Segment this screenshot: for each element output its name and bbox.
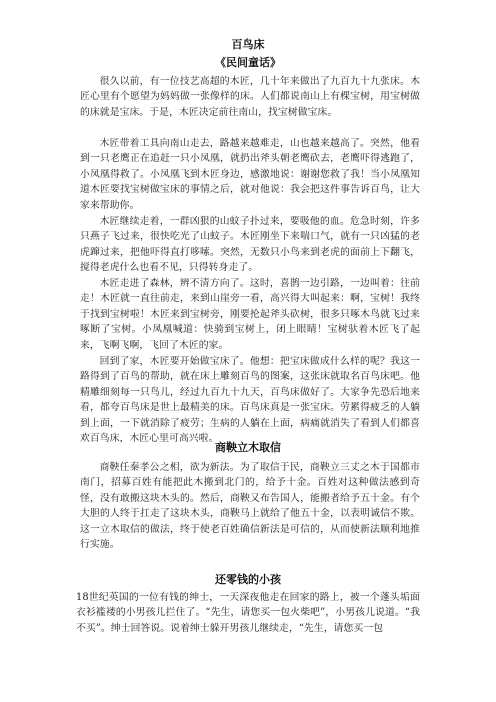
story1-paragraph-2: 木匠带着工具向南山走去，路越来越难走，山也越来越高了。突然，他看到一只老鹰正在追赶一只小凤凰，就扔出斧头朝老鹰砍去，老鹰吓得逃跑了，小凤凰得救了。小凤凰飞到木匠身边，感激地说：谢谢您救了我！当小凤凰知道木匠要找宝树做宝床的事情之后，就对他说：我会把这件事告诉百鸟，让大家来帮助你。 (80, 138, 420, 211)
story1-title: 百鸟床 (231, 38, 265, 51)
story2-paragraph-1: 商鞅任秦孝公之相，欲为新法。为了取信于民，商鞅立三丈之木于国都市南门，招募百姓有能把此木搬到北门的，给予十金。百姓对这种做法感到奇怪，没有敢搬这块木头的。然后，商鞅又布告国人，能搬者给予五十金。有个大胆的人终于扛走了这块木头，商鞅马上就给了他五十金，以表明诚信不欺。这一立木取信的做法，终于使老百姓确信新法是可信的，从而使新法顺利地推行实施。 (80, 462, 420, 551)
story1-subtitle: 《民间童话》 (215, 56, 281, 69)
story3-paragraph-1: 18世纪英国的一位有钱的绅士，一天深夜他走在回家的路上，被一个蓬头垢面衣衫褴褛的小男孩儿拦住了。“先生，请您买一包火柴吧”，小男孩儿说道。“我不买”。绅士回答说。说着绅士躲开男孩儿继续走，“先生，请您买一包 (76, 592, 420, 634)
story3-title: 还零钱的小孩 (215, 573, 281, 586)
story1-paragraph-1: 很久以前，有一位技艺高超的木匠，几十年来做出了九百九十九张床。木匠心里有个愿望为妈妈做一张像样的床。人们都说南山上有棵宝树，用宝树做的床就是宝床。于是，木匠决定前往南山，找宝树做宝床。 (80, 76, 420, 118)
story1-paragraph-5: 回到了家，木匠要开始做宝床了。他想：把宝床做成什么样的呢？我这一路得到了百鸟的帮助，就在床上雕刻百鸟的图案，这张床就取名百鸟床吧。他精雕细刻每一只鸟儿，经过九百九十九天，百鸟床做好了。大家争先恐后地来看，都夸百鸟床是世上最精美的床。百鸟床真是一张宝床。劳累得疲乏的人躺到上面，一下就消除了疲劳；生病的人躺在上面，病痛就消失了看到人们都喜欢百鸟床，木匠心里可高兴啦。 (80, 356, 420, 445)
story1-paragraph-4: 木匠走进了森林，辨不清方向了。这时，喜鹊一边引路，一边叫着：往前走！木匠就一直往前走，来到山崖旁一看，高兴得大叫起来：啊，宝树！我终于找到宝树啦！木匠来到宝树旁，刚要抡起斧头砍树，很多只啄木鸟就飞过来啄断了宝树。小凤凰喊道：快骑到宝树上，闭上眼睛！宝树驮着木匠飞了起来，飞啊飞啊，飞回了木匠的家。 (80, 278, 420, 351)
story1-paragraph-3: 木匠继续走着，一群凶狠的山蚊子扑过来，要吸他的血。危急时刻，许多只燕子飞过来，很快吃光了山蚊子。木匠刚坐下来喘口气，就有一只凶猛的老虎蹿过来，把他吓得直打哆嗦。突然，无数只小鸟来到老虎的面前上下翻飞，搅得老虎什么也看不见，只得转身走了。 (80, 216, 420, 274)
story2-title: 商鞅立木取信 (215, 441, 281, 454)
